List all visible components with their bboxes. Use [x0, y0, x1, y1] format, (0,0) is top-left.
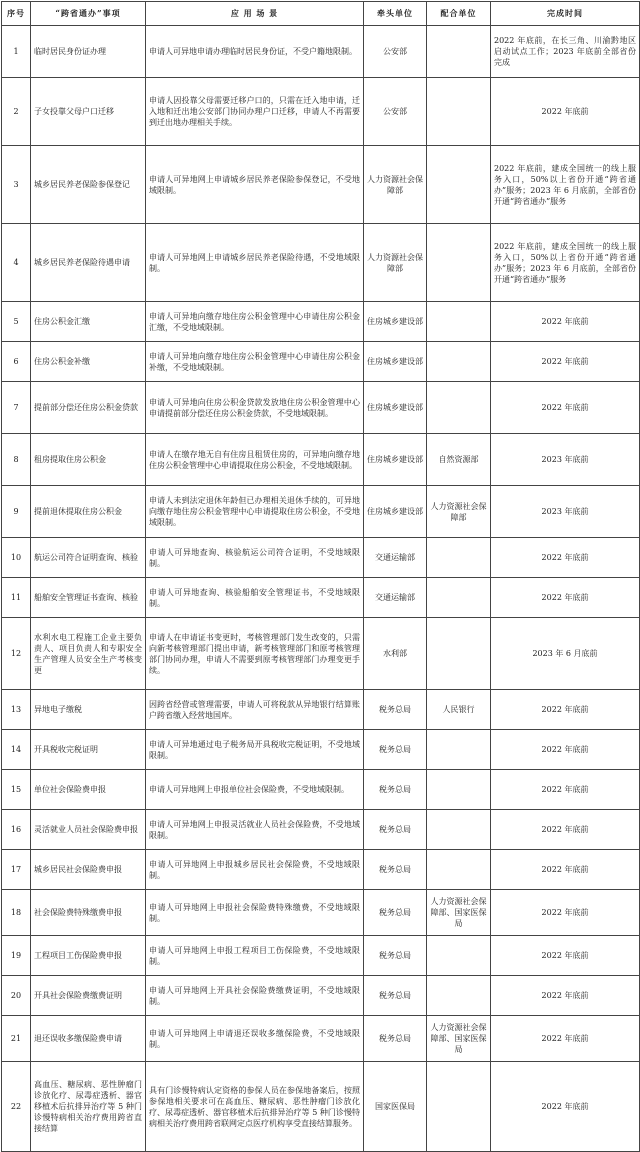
co-unit: [427, 224, 491, 302]
row-num: 15: [2, 770, 31, 810]
table-row: [2, 302, 640, 342]
completion-time: 2022 年底前: [491, 810, 640, 850]
completion-time: 2022 年底前: [491, 342, 640, 382]
header-item: “跨省通办”事项: [31, 2, 146, 26]
scene-text: 申请人可异地查询、核验航运公司符合证明，不受地域限制。: [146, 538, 364, 578]
item-name: 高血压、糖尿病、恶性肿瘤门诊放化疗、尿毒症透析、器官移植术后抗排异治疗等 5 种门诊慢特病相关治疗费用跨省直接结算: [31, 1062, 146, 1152]
co-unit: [427, 810, 491, 850]
scene-text: 申请人在缴存地无自有住房且租赁住房的，可异地向缴存地住房公积金管理中心申请提取住房公积金，不受地域限制。: [146, 434, 364, 486]
co-unit: [427, 936, 491, 976]
completion-time: 2022 年底前: [491, 976, 640, 1016]
scene-text: 具有门诊慢特病认定资格的参保人员在参保地备案后，按照参保地相关要求可在高血压、糖尿病、恶性肿瘤门诊放化疗、尿毒症透析、器官移植术后抗排异治疗等 5 种门诊慢特病相关治疗费用跨省联网定点医疗机构享受直接结算服务。: [146, 1062, 364, 1152]
table-row: [2, 1016, 640, 1062]
scene-text: 申请人在申请证书变更时，考核管理部门发生改变的，只需向新考核管理部门提出申请，新考核管理部门和原考核管理部门协同办理，申请人不需要到原考核管理部门办理变更手续。: [146, 618, 364, 690]
table-row: [2, 78, 640, 146]
lead-unit: 交通运输部: [364, 538, 427, 578]
co-unit: 人力资源社会保障部: [427, 486, 491, 538]
header-time: 完成时间: [491, 2, 640, 26]
scene-text: 申请人因投靠父母需要迁移户口的，只需在迁入地申请，迁入地和迁出地公安部门协同办理户口迁移，申请人不再需要到迁出地办理相关手续。: [146, 78, 364, 146]
table-row: [2, 434, 640, 486]
completion-time: 2022 年底前: [491, 538, 640, 578]
lead-unit: 人力资源社会保障部: [364, 224, 427, 302]
table-row: [2, 224, 640, 302]
header-scene: 应 用 场 景: [146, 2, 364, 26]
scene-text: 申请人可异地向缴存地住房公积金管理中心申请住房公积金汇缴，不受地域限制。: [146, 302, 364, 342]
table-row: [2, 730, 640, 770]
header-co: 配合单位: [427, 2, 491, 26]
scene-text: 因跨省经营或管理需要，申请人可将税款从异地银行结算账户跨省缴入经营地国库。: [146, 690, 364, 730]
table-header-row: [2, 2, 640, 26]
scene-text: 申请人可异地网上申报灵活就业人员社会保险费，不受地域限制。: [146, 810, 364, 850]
row-num: 11: [2, 578, 31, 618]
co-unit: [427, 78, 491, 146]
scene-text: 申请人可异地网上申报工程项目工伤保险费，不受地域限制。: [146, 936, 364, 976]
row-num: 9: [2, 486, 31, 538]
item-name: 工程项目工伤保险费申报: [31, 936, 146, 976]
table-row: [2, 486, 640, 538]
completion-time: 2022 年底前: [491, 578, 640, 618]
completion-time: 2022 年底前: [491, 770, 640, 810]
completion-time: 2022 年底前: [491, 850, 640, 890]
co-unit: [427, 730, 491, 770]
item-name: 临时居民身份证办理: [31, 26, 146, 78]
table-row: [2, 618, 640, 690]
co-unit: [427, 302, 491, 342]
completion-time: 2022 年底前: [491, 78, 640, 146]
scene-text: 申请人可异地网上申请城乡居民养老保险参保登记，不受地域限制。: [146, 146, 364, 224]
completion-time: 2022 年底前: [491, 1016, 640, 1062]
row-num: 14: [2, 730, 31, 770]
co-unit: 人民银行: [427, 690, 491, 730]
item-name: 开具社会保险费缴费证明: [31, 976, 146, 1016]
lead-unit: 税务总局: [364, 730, 427, 770]
item-name: 开具税收完税证明: [31, 730, 146, 770]
row-num: 20: [2, 976, 31, 1016]
table-row: [2, 976, 640, 1016]
item-name: 异地电子缴税: [31, 690, 146, 730]
item-name: 城乡居民社会保险费申报: [31, 850, 146, 890]
completion-time: 2022 年底前，在长三角、川渝黔地区启动试点工作；2023 年底前全部省份完成: [491, 26, 640, 78]
completion-time: 2022 年底前: [491, 382, 640, 434]
header-num: 序号: [2, 2, 31, 26]
co-unit: [427, 538, 491, 578]
row-num: 10: [2, 538, 31, 578]
co-unit: 人力资源社会保障部、国家医保局: [427, 890, 491, 936]
co-unit: [427, 578, 491, 618]
header-lead: 牵头单位: [364, 2, 427, 26]
table-row: [2, 538, 640, 578]
cross-province-services-table: [1, 1, 640, 1152]
item-name: 船舶安全管理证书查询、核验: [31, 578, 146, 618]
table-row: [2, 26, 640, 78]
completion-time: 2022 年底前: [491, 730, 640, 770]
co-unit: 自然资源部: [427, 434, 491, 486]
co-unit: [427, 342, 491, 382]
completion-time: 2022 年底前: [491, 1062, 640, 1152]
table-row: [2, 850, 640, 890]
completion-time: 2022 年底前，建成全国统一的线上服务入口，50%以上省份开通“跨省通办”服务；2023 年 6 月底前，全部省份开通“跨省通办”服务: [491, 146, 640, 224]
scene-text: 申请人可异地网上开具社会保险费缴费证明，不受地域限制。: [146, 976, 364, 1016]
co-unit: 人力资源社会保障部、国家医保局: [427, 1016, 491, 1062]
completion-time: 2023 年底前: [491, 486, 640, 538]
co-unit: [427, 146, 491, 224]
scene-text: 申请人可异地网上申报单位社会保险费，不受地域限制。: [146, 770, 364, 810]
lead-unit: 国家医保局: [364, 1062, 427, 1152]
item-name: 城乡居民养老保险参保登记: [31, 146, 146, 224]
table-row: [2, 770, 640, 810]
item-name: 退还误收多缴保险费申请: [31, 1016, 146, 1062]
scene-text: 申请人可异地通过电子税务局开具税收完税证明，不受地域限制。: [146, 730, 364, 770]
co-unit: [427, 770, 491, 810]
row-num: 19: [2, 936, 31, 976]
lead-unit: 住房城乡建设部: [364, 382, 427, 434]
completion-time: 2022 年底前，建成全国统一的线上服务入口，50%以上省份开通“跨省通办”服务；2023 年 6 月底前，全部省份开通“跨省通办”服务: [491, 224, 640, 302]
table-row: [2, 690, 640, 730]
table-row: [2, 810, 640, 850]
row-num: 5: [2, 302, 31, 342]
table-row: [2, 342, 640, 382]
item-name: 住房公积金汇缴: [31, 302, 146, 342]
item-name: 子女投靠父母户口迁移: [31, 78, 146, 146]
scene-text: 申请人可异地向住房公积金贷款发放地住房公积金管理中心申请提前部分偿还住房公积金贷款，不受地域限制。: [146, 382, 364, 434]
row-num: 12: [2, 618, 31, 690]
lead-unit: 税务总局: [364, 690, 427, 730]
co-unit: [427, 382, 491, 434]
row-num: 16: [2, 810, 31, 850]
item-name: 租房提取住房公积金: [31, 434, 146, 486]
co-unit: [427, 1062, 491, 1152]
co-unit: [427, 26, 491, 78]
completion-time: 2023 年 6 月底前: [491, 618, 640, 690]
lead-unit: 税务总局: [364, 810, 427, 850]
row-num: 3: [2, 146, 31, 224]
row-num: 13: [2, 690, 31, 730]
row-num: 4: [2, 224, 31, 302]
row-num: 7: [2, 382, 31, 434]
item-name: 灵活就业人员社会保险费申报: [31, 810, 146, 850]
completion-time: 2023 年底前: [491, 434, 640, 486]
completion-time: 2022 年底前: [491, 890, 640, 936]
lead-unit: 税务总局: [364, 890, 427, 936]
item-name: 提前退休提取住房公积金: [31, 486, 146, 538]
scene-text: 申请人可异地网上申请退还误收多缴保险费，不受地域限制。: [146, 1016, 364, 1062]
row-num: 21: [2, 1016, 31, 1062]
item-name: 提前部分偿还住房公积金贷款: [31, 382, 146, 434]
co-unit: [427, 976, 491, 1016]
lead-unit: 税务总局: [364, 770, 427, 810]
lead-unit: 税务总局: [364, 936, 427, 976]
item-name: 水利水电工程施工企业主要负责人、项目负责人和专职安全生产管理人员安全生产考核变更: [31, 618, 146, 690]
row-num: 17: [2, 850, 31, 890]
lead-unit: 税务总局: [364, 976, 427, 1016]
scene-text: 申请人可异地网上申报城乡居民社会保险费，不受地域限制。: [146, 850, 364, 890]
item-name: 单位社会保险费申报: [31, 770, 146, 810]
item-name: 城乡居民养老保险待遇申请: [31, 224, 146, 302]
scene-text: 申请人未到法定退休年龄但已办理相关退休手续的，可异地向缴存地住房公积金管理中心申请提取住房公积金，不受地域限制。: [146, 486, 364, 538]
table-row: [2, 1062, 640, 1152]
row-num: 2: [2, 78, 31, 146]
lead-unit: 公安部: [364, 78, 427, 146]
table-row: [2, 146, 640, 224]
scene-text: 申请人可异地向缴存地住房公积金管理中心申请住房公积金补缴，不受地域限制。: [146, 342, 364, 382]
completion-time: 2022 年底前: [491, 690, 640, 730]
row-num: 8: [2, 434, 31, 486]
table-row: [2, 936, 640, 976]
row-num: 1: [2, 26, 31, 78]
scene-text: 申请人可异地网上申报社会保险费特殊缴费，不受地域限制。: [146, 890, 364, 936]
completion-time: 2022 年底前: [491, 302, 640, 342]
lead-unit: 住房城乡建设部: [364, 302, 427, 342]
table-row: [2, 578, 640, 618]
completion-time: 2022 年底前: [491, 936, 640, 976]
lead-unit: 交通运输部: [364, 578, 427, 618]
lead-unit: 住房城乡建设部: [364, 342, 427, 382]
co-unit: [427, 850, 491, 890]
table-row: [2, 382, 640, 434]
lead-unit: 住房城乡建设部: [364, 486, 427, 538]
co-unit: [427, 618, 491, 690]
lead-unit: 公安部: [364, 26, 427, 78]
row-num: 18: [2, 890, 31, 936]
scene-text: 申请人可异地网上申请城乡居民养老保险待遇，不受地域限制。: [146, 224, 364, 302]
lead-unit: 水利部: [364, 618, 427, 690]
item-name: 住房公积金补缴: [31, 342, 146, 382]
row-num: 22: [2, 1062, 31, 1152]
item-name: 航运公司符合证明查询、核验: [31, 538, 146, 578]
scene-text: 申请人可异地查询、核验船舶安全管理证书，不受地域限制。: [146, 578, 364, 618]
table-row: [2, 890, 640, 936]
lead-unit: 税务总局: [364, 850, 427, 890]
lead-unit: 税务总局: [364, 1016, 427, 1062]
row-num: 6: [2, 342, 31, 382]
scene-text: 申请人可异地申请办理临时居民身份证，不受户籍地限制。: [146, 26, 364, 78]
lead-unit: 住房城乡建设部: [364, 434, 427, 486]
item-name: 社会保险费特殊缴费申报: [31, 890, 146, 936]
lead-unit: 人力资源社会保障部: [364, 146, 427, 224]
